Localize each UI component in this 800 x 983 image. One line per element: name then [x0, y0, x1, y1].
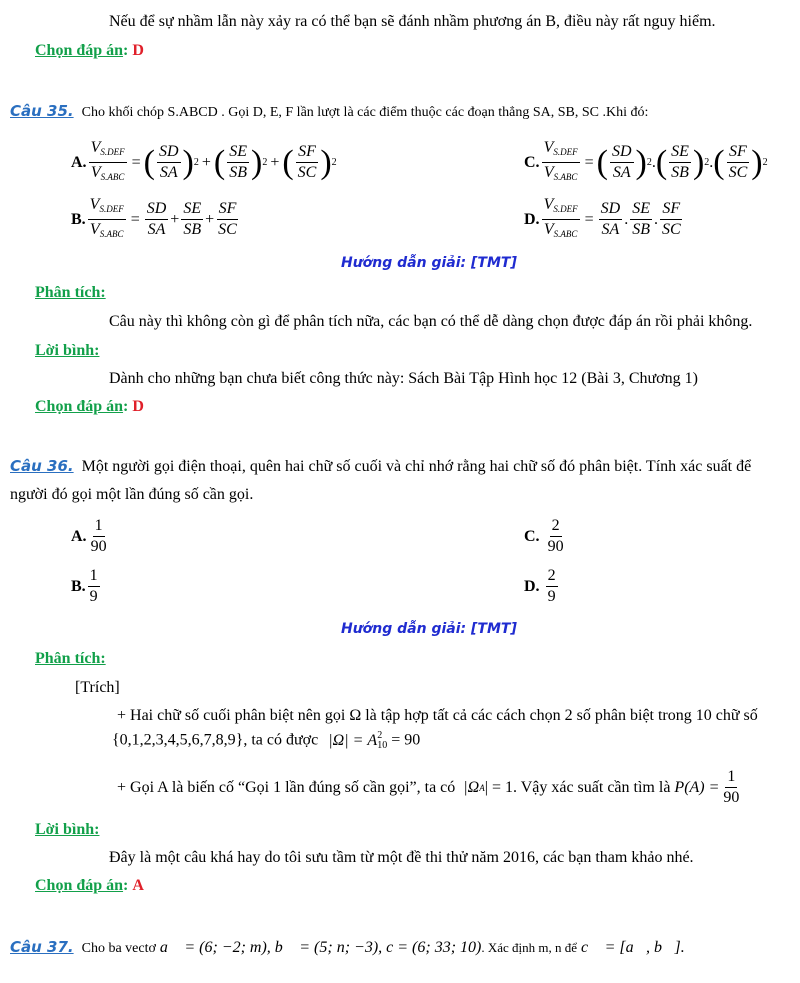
omega-a: |Ω	[463, 778, 480, 796]
answer-value: A	[132, 877, 144, 894]
volume-ratio: $\frac{V_{S.DEF}}{V_{S.ABC}}$	[543, 139, 578, 182]
vector-expr: a⃗ = (6; −2; m), b⃗ = (5; n; −3), c = (6; 33; 10)	[159, 939, 482, 956]
option-letter: B.	[71, 577, 86, 595]
option-a: A. $\frac{V_{S.DEF}}{V_{S.ABC}}$ = ( $\frac{SD}{SA}$ ) 2 + ( $\frac{SE}{SB}$ ) 2 + ( $\frac{SF}{SC}$ ) 2	[71, 138, 337, 187]
choose-colon: :	[123, 42, 129, 59]
option-c: C. $\frac{V_{S.DEF}}{V_{S.ABC}}$ = ( $\frac{SD}{SA}$ ) 2 . ( $\frac{SE}{SB}$ ) 2 . ( $\frac{SF}{SC}$ ) 2	[524, 138, 768, 187]
excerpt-tag: [Trích]	[75, 679, 120, 696]
option-letter: C.	[524, 153, 540, 171]
omega-expr: |Ω| = A	[328, 731, 378, 749]
solution-line-2	[112, 731, 420, 751]
answer-line	[35, 42, 144, 60]
choose-label: Chọn đáp án	[35, 398, 124, 415]
omega-a-value: | = 1	[484, 778, 513, 796]
comment-label: Lời bình:	[35, 821, 100, 838]
omega-value: = 90	[387, 731, 421, 749]
fraction-num: 1	[725, 767, 737, 788]
volume-ratio: $\frac{V_{S.DEF}}{V_{S.ABC}}$	[90, 139, 125, 182]
probability-expr: P(A) =	[674, 778, 720, 796]
answer-value: D	[132, 42, 144, 59]
option-letter: D.	[524, 577, 540, 595]
comment-text: Đây là một câu khá hay do tôi sưu tầm từ một đề thi thử năm 2016, các bạn tham khảo nhé.	[109, 849, 694, 866]
omega-a-sub: A	[479, 782, 485, 793]
text: . Vậy xác suất cần tìm là	[512, 778, 671, 796]
option-a	[71, 516, 111, 557]
digit-set: {0,1,2,3,4,5,6,7,8,9}	[112, 731, 244, 749]
question-label: Câu 36.	[10, 457, 74, 475]
answer-line	[35, 877, 144, 895]
paragraph-text: Nếu để sự nhầm lẫn này xảy ra có thể bạn sẽ đánh nhầm phương án B, điều này rất nguy hiểm.	[109, 13, 716, 30]
analysis-text: Câu này thì không còn gì để phân tích nữa, các bạn có thể dễ dàng chọn được đáp án rồi phải không.	[109, 313, 753, 330]
option-letter: C.	[524, 527, 540, 545]
option-b: B. $\frac{V_{S.DEF}}{V_{S.ABC}}$ = $\frac{SD}{SA}$ + $\frac{SE}{SB}$ + $\frac{SF}{SC}$	[71, 195, 241, 244]
question-text-cont: người đó gọi một lần đúng số cần gọi.	[10, 486, 254, 503]
fraction-num: 1	[93, 516, 105, 537]
option-letter: D.	[524, 210, 540, 228]
fraction-den: 90	[547, 538, 564, 555]
vector-condition: c⃗ = [a⃗, b⃗].	[581, 939, 685, 956]
choose-label: Chọn đáp án	[35, 877, 124, 894]
question-36	[10, 457, 751, 476]
choose-colon: :	[123, 877, 129, 894]
question-35	[10, 102, 648, 121]
option-letter: B.	[71, 210, 86, 228]
question-text: Cho khối chóp S.ABCD . Gọi D, E, F lần lượt là các điểm thuộc các đoạn thẳng SA, SB, SC .Khi đó:	[81, 105, 649, 120]
option-letter: A.	[71, 153, 87, 171]
question-label: Câu 35.	[10, 102, 74, 120]
guide-heading: Hướng dẫn giải: [TMT]	[341, 255, 517, 271]
fraction-den: 9	[89, 588, 98, 605]
analysis-label: Phân tích:	[35, 284, 106, 301]
volume-ratio: $\frac{V_{S.DEF}}{V_{S.ABC}}$	[89, 196, 124, 239]
choose-label: Chọn đáp án	[35, 42, 124, 59]
option-letter: A.	[71, 527, 87, 545]
text: , ta có được	[243, 731, 319, 749]
question-text: Một người gọi điện thoại, quên hai chữ số cuối và chỉ nhớ rằng hai chữ số đó phân biệt. Tính xác suất để	[81, 458, 752, 475]
analysis-label: Phân tích:	[35, 650, 106, 667]
option-d	[524, 566, 560, 607]
fraction-num: 2	[550, 516, 562, 537]
text: + Gọi A là biến cố “Gọi 1 lần đúng số cần gọi”, ta có	[117, 778, 456, 796]
answer-line	[35, 398, 144, 416]
fraction-den: 90	[90, 538, 107, 555]
arrangement-sub: 10	[377, 740, 388, 751]
question-text: . Xác định m, n để	[481, 940, 578, 955]
answer-value: D	[132, 398, 144, 415]
comment-label: Lời bình:	[35, 342, 100, 359]
fraction-num: 1	[88, 566, 100, 587]
volume-ratio: $\frac{V_{S.DEF}}{V_{S.ABC}}$	[543, 196, 578, 239]
question-37	[10, 938, 685, 957]
option-d: D. $\frac{V_{S.DEF}}{V_{S.ABC}}$ = $\frac{SD}{SA}$ . $\frac{SE}{SB}$ . $\frac{SF}{SC}$	[524, 195, 685, 244]
question-text: Cho ba vectơ	[81, 941, 156, 956]
choose-colon: :	[123, 398, 129, 415]
guide-heading: Hướng dẫn giải: [TMT]	[341, 621, 517, 637]
fraction-den: 9	[547, 588, 556, 605]
question-label: Câu 37.	[10, 938, 74, 956]
option-c	[524, 516, 568, 557]
solution-line-3	[117, 767, 743, 808]
fraction-den: 90	[723, 789, 740, 806]
comment-text: Dành cho những bạn chưa biết công thức này: Sách Bài Tập Hình học 12 (Bài 3, Chương 1)	[109, 370, 698, 387]
fraction-num: 2	[546, 566, 558, 587]
option-b	[71, 566, 102, 607]
solution-line-1: + Hai chữ số cuối phân biệt nên gọi Ω là tập hợp tất cả các cách chọn 2 số phân biệt trong 10 chữ số	[117, 707, 758, 724]
arrangement-sup: 2	[377, 730, 383, 741]
